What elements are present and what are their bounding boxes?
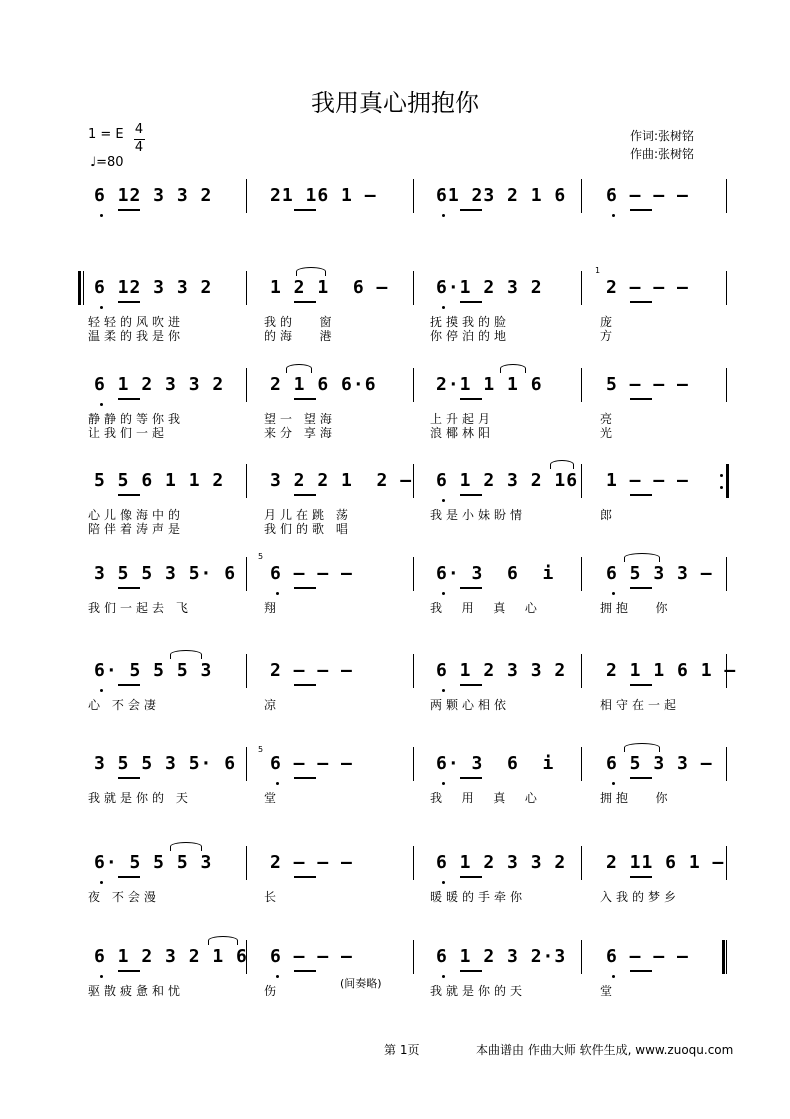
measure-notes: 5 5 6 1 1 2 [94, 470, 225, 491]
octave-dot [612, 592, 615, 595]
beam-line [118, 398, 140, 400]
lyric-line-1: 长 [264, 890, 281, 904]
octave-dot [442, 782, 445, 785]
beam-line [294, 494, 316, 496]
measure-notes: 6 1 2 3 3 2 [436, 852, 567, 873]
octave-dot [100, 306, 103, 309]
bar-line [246, 179, 247, 213]
octave-dot [612, 782, 615, 785]
beam-line [294, 684, 316, 686]
grace-note: 5 [258, 745, 264, 754]
lyric-line-1: 心 不会凄 [88, 698, 160, 712]
lyric-line-2: 我们的歌 唱 [264, 522, 352, 536]
bar-line [413, 271, 414, 305]
tie-slur [296, 267, 326, 276]
score-row [0, 654, 790, 724]
lyric-line-1: 入我的梦乡 [600, 890, 681, 904]
lyric-line-1: 拥抱 你 [600, 601, 672, 615]
bar-line [581, 271, 582, 305]
octave-dot [276, 592, 279, 595]
measure-notes: 6 5 3 3 – [606, 753, 713, 774]
bar-line [246, 464, 247, 498]
lyric-line-1: 我们一起去 飞 [88, 601, 192, 615]
beam-line [630, 587, 652, 589]
interlude-note: (间奏略) [340, 977, 382, 990]
beam-line [460, 970, 482, 972]
time-bottom: 4 [134, 140, 144, 155]
bar-line [413, 464, 414, 498]
bar-line [726, 846, 727, 880]
measure-notes: 6 – – – [270, 946, 353, 967]
bar-line [413, 368, 414, 402]
beam-line [294, 301, 316, 303]
score-row [0, 940, 790, 1010]
tie-slur [624, 743, 660, 752]
bar-line [726, 368, 727, 402]
measure-notes: 6 – – – [270, 563, 353, 584]
measure-notes: 3 5 5 3 5· 6 [94, 753, 237, 774]
beam-line [294, 777, 316, 779]
beam-line [118, 209, 140, 211]
bar-line [413, 557, 414, 591]
measure-notes: 6 – – – [606, 185, 689, 206]
key-signature: 1 = E [88, 127, 124, 142]
lyric-line-1: 上升起月 [430, 412, 495, 426]
measure-notes: 6· 5 5 5 3 [94, 852, 213, 873]
measure-notes: 2 – – – [606, 277, 689, 298]
tie-slur [170, 842, 202, 851]
beam-line [118, 301, 140, 303]
beam-line [118, 684, 140, 686]
measure-notes: 6·1 2 3 2 [436, 277, 543, 298]
score-row [0, 179, 790, 249]
octave-dot [100, 881, 103, 884]
bar-line [413, 654, 414, 688]
measure-notes: 2 1 1 6 1 – [606, 660, 737, 681]
score-row [0, 846, 790, 916]
measure-notes: 6 – – – [270, 753, 353, 774]
lyric-line-2: 光 [600, 426, 617, 440]
lyric-line-1: 亮 [600, 412, 617, 426]
lyric-line-1: 静静的等你我 [88, 412, 185, 426]
bar-line [413, 747, 414, 781]
beam-line [460, 876, 482, 878]
beam-line [630, 494, 652, 496]
score-row [0, 271, 790, 341]
lyric-line-2: 的海 港 [264, 329, 336, 343]
octave-dot [442, 499, 445, 502]
measure-notes: 21 16 1 – [270, 185, 377, 206]
beam-line [630, 876, 652, 878]
lyric-line-1: 相守在一起 [600, 698, 681, 712]
measure-notes: 2 – – – [270, 660, 353, 681]
beam-line [118, 777, 140, 779]
bar-line [726, 940, 727, 974]
lyric-line-1: 暖暖的手牵你 [430, 890, 527, 904]
octave-dot [442, 214, 445, 217]
beam-line [118, 494, 140, 496]
lyric-line-1: 轻轻的风吹进 [88, 315, 185, 329]
lyric-line-2: 你停泊的地 [430, 329, 511, 343]
score-row [0, 368, 790, 438]
bar-line [413, 179, 414, 213]
beam-line [294, 587, 316, 589]
measure-notes: 6 5 3 3 – [606, 563, 713, 584]
beam-line [630, 301, 652, 303]
lyric-line-1: 我是小妹盼情 [430, 508, 527, 522]
repeat-start-bar [78, 271, 81, 305]
lyric-line-2: 方 [600, 329, 617, 343]
measure-notes: 6· 5 5 5 3 [94, 660, 213, 681]
final-bar [722, 940, 725, 974]
lyric-line-1: 我 用 真 心 [430, 601, 541, 615]
measure-notes: 2 11 6 1 – [606, 852, 725, 873]
tempo-marking [90, 155, 124, 170]
beam-line [630, 209, 652, 211]
bar-line [726, 179, 727, 213]
lyric-line-1: 抚摸我的脸 [430, 315, 511, 329]
bar-line [581, 846, 582, 880]
grace-note: 1 [595, 266, 601, 275]
beam-line [294, 398, 316, 400]
lyric-line-2: 来分 享海 [264, 426, 336, 440]
lyric-line-1: 月儿在跳 荡 [264, 508, 352, 522]
beam-line [460, 398, 482, 400]
bar-line [246, 654, 247, 688]
bar-line [726, 271, 727, 305]
beam-line [460, 777, 482, 779]
octave-dot [276, 975, 279, 978]
measure-notes: 6 1 2 3 2·3 [436, 946, 567, 967]
grace-note: 5 [258, 552, 264, 561]
score-row [0, 557, 790, 627]
lyricist-credit: 作词:张树铭 [630, 129, 695, 143]
quarter-note-icon: ♩ [90, 155, 97, 170]
beam-line [460, 209, 482, 211]
repeat-end-bar [726, 464, 729, 498]
measure-notes: 6 1 2 3 2 16 [436, 470, 579, 491]
measure-notes: 2 – – – [270, 852, 353, 873]
measure-notes: 1 – – – [606, 470, 689, 491]
measure-notes: 61 23 2 1 6 [436, 185, 567, 206]
score-row [0, 464, 790, 534]
tempo-value: =80 [96, 155, 124, 170]
measure-notes: 6 1 2 3 3 2 [436, 660, 567, 681]
lyric-line-1: 凉 [264, 698, 281, 712]
bar-line [581, 747, 582, 781]
lyric-line-1: 两颗心相依 [430, 698, 511, 712]
tie-slur [286, 364, 312, 373]
beam-line [460, 587, 482, 589]
lyric-line-1: 翔 [264, 601, 281, 615]
composer-credit: 作曲:张树铭 [630, 147, 695, 161]
lyric-line-1: 我就是你的 天 [88, 791, 192, 805]
measure-notes: 6 12 3 3 2 [94, 277, 213, 298]
bar-line [413, 940, 414, 974]
beam-line [294, 876, 316, 878]
beam-line [460, 301, 482, 303]
beam-line [460, 684, 482, 686]
beam-line [630, 684, 652, 686]
lyric-line-2: 温柔的我是你 [88, 329, 185, 343]
octave-dot [442, 689, 445, 692]
bar-line [246, 368, 247, 402]
footer-credit: 本曲谱由 作曲大师 软件生成, www.zuoqu.com [476, 1043, 734, 1057]
beam-line [294, 970, 316, 972]
bar-line [413, 846, 414, 880]
tie-slur [208, 936, 238, 945]
beam-line [118, 876, 140, 878]
lyric-line-1: 拥抱 你 [600, 791, 672, 805]
beam-line [118, 587, 140, 589]
measure-notes: 2 1 6 6·6 [270, 374, 377, 395]
bar-line [581, 179, 582, 213]
lyric-line-1: 我就是你的天 [430, 984, 527, 998]
bar-line [726, 557, 727, 591]
octave-dot [612, 214, 615, 217]
measure-notes: 3 5 5 3 5· 6 [94, 563, 237, 584]
octave-dot [442, 975, 445, 978]
lyric-line-1: 驱散疲惫和忧 [88, 984, 185, 998]
octave-dot [100, 975, 103, 978]
measure-notes: 6 – – – [606, 946, 689, 967]
page-number: 第 1页 [384, 1043, 420, 1057]
measure-notes: 1 2 1 6 – [270, 277, 389, 298]
tie-slur [500, 364, 526, 373]
bar-line [246, 271, 247, 305]
lyric-line-1: 心儿像海中的 [88, 508, 185, 522]
lyric-line-1: 伤 [264, 984, 281, 998]
measure-notes: 2·1 1 1 6 [436, 374, 543, 395]
tie-slur [624, 553, 660, 562]
bar-line [581, 557, 582, 591]
octave-dot [100, 214, 103, 217]
repeat-dot [720, 486, 723, 489]
lyric-line-1: 夜 不会漫 [88, 890, 160, 904]
beam-line [630, 398, 652, 400]
bar-line [246, 747, 247, 781]
beam-line [460, 494, 482, 496]
octave-dot [276, 782, 279, 785]
time-signature-line [134, 139, 145, 140]
tie-slur [170, 650, 202, 659]
repeat-dot [720, 474, 723, 477]
measure-notes: 6 1 2 3 3 2 [94, 374, 225, 395]
beam-line [118, 970, 140, 972]
bar-line [246, 557, 247, 591]
lyric-line-1: 堂 [264, 791, 281, 805]
beam-line [294, 209, 316, 211]
octave-dot [612, 975, 615, 978]
octave-dot [100, 403, 103, 406]
time-top: 4 [134, 122, 144, 137]
bar-line [581, 940, 582, 974]
song-title: 我用真心拥抱你 [311, 89, 479, 117]
octave-dot [100, 689, 103, 692]
measure-notes: 6· 3 6 i [436, 563, 555, 584]
measure-notes: 6 1 2 3 2 1 6 [94, 946, 248, 967]
lyric-line-2: 陪伴着涛声是 [88, 522, 185, 536]
lyric-line-1: 庞 [600, 315, 617, 329]
measure-notes: 6 12 3 3 2 [94, 185, 213, 206]
octave-dot [442, 306, 445, 309]
lyric-line-1: 望一 望海 [264, 412, 336, 426]
lyric-line-1: 堂 [600, 984, 617, 998]
bar-line [581, 368, 582, 402]
beam-line [630, 777, 652, 779]
measure-notes: 6· 3 6 i [436, 753, 555, 774]
lyric-line-1: 我的 窗 [264, 315, 336, 329]
bar-line [581, 654, 582, 688]
lyric-line-2: 让我们一起 [88, 426, 169, 440]
octave-dot [442, 592, 445, 595]
measure-notes: 3 2 2 1 2 – [270, 470, 413, 491]
score-row [0, 747, 790, 817]
octave-dot [442, 881, 445, 884]
tie-slur [550, 460, 574, 469]
bar-line [246, 846, 247, 880]
beam-line [630, 970, 652, 972]
repeat-start-thin [83, 271, 84, 305]
bar-line [581, 464, 582, 498]
measure-notes: 5 – – – [606, 374, 689, 395]
bar-line [726, 747, 727, 781]
lyric-line-2: 浪椰林阳 [430, 426, 495, 440]
lyric-line-1: 我 用 真 心 [430, 791, 541, 805]
lyric-line-1: 郎 [600, 508, 617, 522]
